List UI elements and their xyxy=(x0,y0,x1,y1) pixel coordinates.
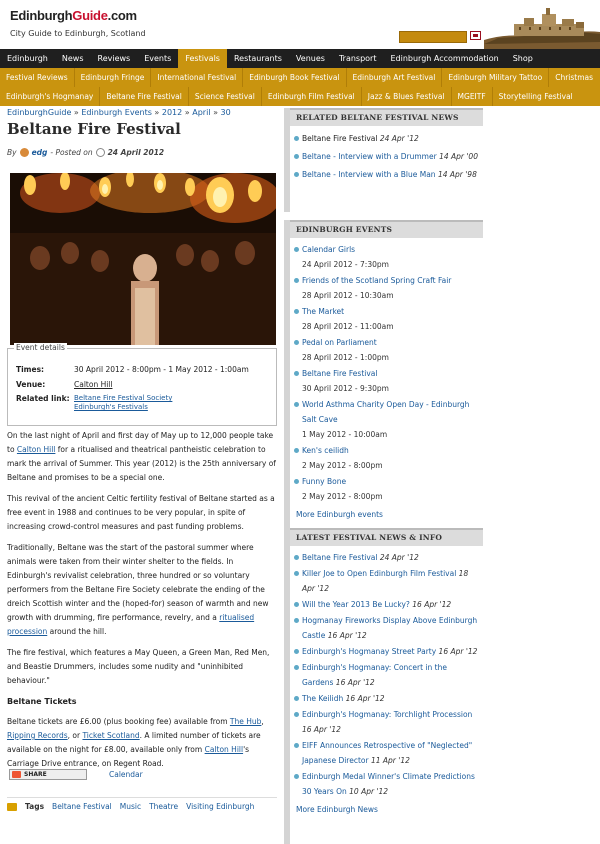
latest-news-link[interactable]: Hogmanay Fireworks Display Above Edinburgh Castle xyxy=(302,616,478,640)
main-content xyxy=(7,108,277,811)
subnav-row-1 xyxy=(0,68,600,87)
castle-illustration xyxy=(484,4,600,49)
calendar-link[interactable]: Calendar xyxy=(109,770,143,779)
related-news-link[interactable]: Beltane - Interview with a Blue Man xyxy=(302,170,436,179)
beltane-photo xyxy=(10,173,276,345)
logo-text-com: .com xyxy=(107,8,137,23)
latest-news-item xyxy=(302,613,479,643)
latest-news-heading: LATEST FESTIVAL NEWS & INFO xyxy=(290,528,483,546)
news-date: 14 Apr '00 xyxy=(439,152,478,161)
latest-news-link[interactable]: EIFF Announces Retrospective of "Neglected" Japanese Director xyxy=(302,741,473,765)
tickets-heading: Beltane Tickets xyxy=(7,697,77,706)
event-date: 2 May 2012 - 8:00pm xyxy=(302,461,383,470)
event-date: 1 May 2012 - 10:00am xyxy=(302,430,388,439)
ripping-records-link[interactable]: Ripping Records xyxy=(7,731,68,740)
event-date: 2 May 2012 - 8:00pm xyxy=(302,492,383,501)
tags-row xyxy=(7,797,277,811)
search-button[interactable] xyxy=(470,31,481,40)
event-venue-link[interactable]: Calton Hill xyxy=(74,380,113,389)
subnav-item-science-festival[interactable]: Science Festival xyxy=(189,87,262,106)
paragraph-text: On the last night of April and first day of May up to 12,000 people take to xyxy=(7,431,274,454)
byline-posted-on: - Posted on xyxy=(50,148,93,157)
event-item xyxy=(302,397,479,442)
page-title: Beltane Fire Festival xyxy=(7,120,181,138)
news-date: 16 Apr '12 xyxy=(302,725,341,734)
latest-news-item xyxy=(302,769,479,799)
latest-news-link[interactable]: Killer Joe to Open Edinburgh Film Festival xyxy=(302,569,457,578)
event-related-label: Related link: xyxy=(16,394,70,403)
site-tagline: City Guide to Edinburgh, Scotland xyxy=(10,29,146,38)
tags-label: Tags xyxy=(25,802,45,811)
event-item xyxy=(302,242,479,272)
news-date: 16 Apr '12 xyxy=(412,600,452,609)
nav-item-shop[interactable]: Shop xyxy=(512,54,533,63)
news-date: 16 Apr '12 xyxy=(327,631,367,640)
event-date: 30 April 2012 - 9:30pm xyxy=(302,384,389,393)
nav-item-news[interactable]: News xyxy=(61,54,84,63)
breadcrumb xyxy=(7,108,277,117)
latest-news-item xyxy=(302,550,479,565)
latest-news-link[interactable]: Edinburgh Medal Winner's Climate Predictions 30 Years On xyxy=(302,772,475,796)
event-item xyxy=(302,304,479,334)
share-button[interactable]: SHARE xyxy=(9,769,87,780)
news-date: 18 Apr '12 xyxy=(302,569,469,593)
related-news-link[interactable]: Beltane Fire Festival xyxy=(302,134,378,143)
related-news-link[interactable]: Beltane - Interview with a Drummer xyxy=(302,152,437,161)
event-venue-row xyxy=(16,380,112,389)
related-news-heading: RELATED BELTANE FESTIVAL NEWS xyxy=(290,108,483,126)
paragraph-text: , xyxy=(261,717,264,726)
subnav-item-edinburgh-fringe[interactable]: Edinburgh Fringe xyxy=(75,68,152,87)
byline-by: By xyxy=(7,148,17,157)
tag-icon xyxy=(7,803,17,811)
event-link[interactable]: Funny Bone xyxy=(302,477,347,486)
event-link[interactable]: Friends of the Scotland Spring Craft Fair xyxy=(302,276,452,285)
article-paragraph xyxy=(7,715,277,771)
paragraph-text: Beltane tickets are £6.00 (plus booking fee) available from xyxy=(7,717,230,726)
author-link[interactable]: edg xyxy=(31,148,48,157)
subnav-item-christmas[interactable]: Christmas xyxy=(555,73,594,82)
latest-news-item xyxy=(302,597,479,612)
breadcrumb-events[interactable]: Edinburgh Events xyxy=(81,108,152,117)
latest-news-item xyxy=(302,738,479,768)
logo-text-edinburgh: Edinburgh xyxy=(10,8,73,23)
subnav-item-jazz-blues[interactable]: Jazz & Blues Festival xyxy=(362,87,452,106)
paragraph-text: , or xyxy=(67,731,83,740)
paragraph-text: . A limited number of tickets are available on the night for £8.00, available only from xyxy=(7,731,261,754)
calton-hill-link[interactable]: Calton Hill xyxy=(204,745,244,754)
latest-news-item xyxy=(302,660,479,690)
news-date: 11 Apr '12 xyxy=(370,756,410,765)
subnav-item-hogmanay[interactable]: Edinburgh's Hogmanay xyxy=(0,87,100,106)
article-paragraph: This revival of the ancient Celtic fertility festival of Beltane started as a free event in 1988 and continues to be very popular, in spite of increasing crowd-control measures and past funding problems. xyxy=(7,494,275,531)
latest-news-item xyxy=(302,707,479,737)
event-link[interactable]: Beltane Fire Festival xyxy=(302,369,378,378)
event-related-row xyxy=(16,394,172,412)
breadcrumb-separator: » xyxy=(73,108,79,117)
event-venue-label: Venue: xyxy=(16,380,46,389)
tag-link[interactable]: Theatre xyxy=(149,802,179,811)
latest-news-item xyxy=(302,566,479,596)
event-date: 24 April 2012 - 7:30pm xyxy=(302,260,389,269)
event-date: 28 April 2012 - 10:30am xyxy=(302,291,394,300)
share-row xyxy=(9,769,143,780)
tag-link[interactable]: Beltane Festival xyxy=(52,802,112,811)
latest-news-link[interactable]: The Keilidh xyxy=(302,694,344,703)
event-details-box xyxy=(7,343,277,426)
event-item xyxy=(302,366,479,396)
breadcrumb-separator: » xyxy=(184,108,190,117)
subnav-item-art-festival[interactable]: Edinburgh Art Festival xyxy=(347,68,443,87)
related-news-item xyxy=(302,167,479,182)
related-news-item xyxy=(302,149,479,164)
more-news-link[interactable]: More Edinburgh News xyxy=(296,805,378,814)
latest-news-link[interactable]: Will the Year 2013 Be Lucky? xyxy=(302,600,410,609)
clock-icon xyxy=(96,148,105,157)
latest-news-link[interactable]: Beltane Fire Festival xyxy=(302,553,378,562)
article-paragraph xyxy=(7,429,277,485)
byline xyxy=(7,148,277,157)
event-item xyxy=(302,335,479,365)
news-date: 16 Apr '12 xyxy=(335,678,375,687)
breadcrumb-month[interactable]: April xyxy=(192,108,211,117)
article-body xyxy=(7,429,277,778)
event-date: 28 April 2012 - 1:00pm xyxy=(302,353,389,362)
paragraph-text: for a ritualised and theatrical pantheistic celebration to mark the arrival of Summer. This year (2012) is the 25th anniversary of Beltane and promises to be a special one. xyxy=(7,445,276,482)
breadcrumb-separator: » xyxy=(213,108,218,117)
nav-item-venues[interactable]: Venues xyxy=(295,54,325,63)
nav-item-reviews[interactable]: Reviews xyxy=(97,54,131,63)
latest-news-link[interactable]: Edinburgh's Hogmanay Street Party xyxy=(302,647,437,656)
subnav-item-beltane[interactable]: Beltane Fire Festival xyxy=(100,87,188,106)
ticket-scotland-link[interactable]: Ticket Scotland xyxy=(82,731,140,740)
paragraph-text: Traditionally, Beltane was the start of the pastoral summer where animals were taken from their winter shelter to the fields. In Edinburgh's revivalist celebration, three hundred or so voluntary performers from the Beltane Fire Society celebrate the ending of the dreich Scottish winter and the (hoped-for) season of warmth and new growth with drumming, fire performance, revelry, and a xyxy=(7,543,269,622)
subnav-item-military-tattoo[interactable]: Edinburgh Military Tattoo xyxy=(442,68,549,87)
site-logo[interactable] xyxy=(10,8,137,23)
subnav-item-mgeitf[interactable]: MGEITF xyxy=(452,87,493,106)
related-news-box xyxy=(284,108,483,212)
subnav-item-book-festival[interactable]: Edinburgh Book Festival xyxy=(243,68,346,87)
news-date: 14 Apr '98 xyxy=(437,170,477,179)
news-date: 10 Apr '12 xyxy=(349,787,389,796)
event-link[interactable]: Calendar Girls xyxy=(302,245,356,254)
event-link[interactable]: Pedal on Parliament xyxy=(302,338,377,347)
article-paragraph: The fire festival, which features a May Queen, a Green Man, Red Men, and Beastie Drummers, includes some nudity and "uninhibited behaviour." xyxy=(7,648,270,685)
related-link-beltane-society[interactable]: Beltane Fire Festival Society xyxy=(74,394,173,402)
the-hub-link[interactable]: The Hub xyxy=(229,717,262,726)
logo-text-guide: Guide xyxy=(72,8,108,23)
nav-item-events[interactable]: Events xyxy=(144,54,172,63)
related-link-edinburgh-festivals[interactable]: Edinburgh's Festivals xyxy=(74,403,148,411)
event-times-value: 30 April 2012 - 8:00pm - 1 May 2012 - 1:00am xyxy=(74,365,249,374)
news-date: 16 Apr '12 xyxy=(345,694,385,703)
news-date: 24 Apr '12 xyxy=(379,553,419,562)
event-date: 28 April 2012 - 11:00am xyxy=(302,322,394,331)
related-news-item xyxy=(302,131,479,146)
subnav-item-festival-reviews[interactable]: Festival Reviews xyxy=(0,68,75,87)
breadcrumb-day[interactable]: 30 xyxy=(220,108,231,117)
nav-item-festivals[interactable]: Festivals xyxy=(178,49,227,68)
calton-hill-link[interactable]: Calton Hill xyxy=(16,445,56,454)
post-date: 24 April 2012 xyxy=(107,148,165,157)
article-paragraph xyxy=(7,541,277,639)
nav-item-edinburgh[interactable]: Edinburgh xyxy=(7,54,48,63)
tag-link[interactable]: Visiting Edinburgh xyxy=(186,802,255,811)
latest-news-box xyxy=(284,528,483,844)
event-link[interactable]: The Market xyxy=(302,307,345,316)
more-events-link[interactable]: More Edinburgh events xyxy=(296,510,383,519)
nav-item-restaurants[interactable]: Restaurants xyxy=(233,54,282,63)
edinburgh-events-heading: EDINBURGH EVENTS xyxy=(290,220,483,238)
event-item xyxy=(302,474,479,504)
event-times-row xyxy=(16,365,249,374)
latest-news-link[interactable]: Edinburgh's Hogmanay: Concert in the Gardens xyxy=(302,663,447,687)
subnav-item-international-festival[interactable]: International Festival xyxy=(151,68,243,87)
event-link[interactable]: World Asthma Charity Open Day - Edinburgh Salt Cave xyxy=(302,400,470,424)
news-date: 16 Apr '12 xyxy=(438,647,478,656)
event-item xyxy=(302,443,479,473)
event-details-legend: Event details xyxy=(16,343,65,352)
latest-news-item xyxy=(302,691,479,706)
user-icon xyxy=(20,148,29,157)
paragraph-text: 's Carriage Drive entrance, on Regent Road. xyxy=(7,745,250,768)
latest-news-link[interactable]: Edinburgh's Hogmanay: Torchlight Procession xyxy=(302,710,473,719)
event-link[interactable]: Ken's ceilidh xyxy=(302,446,349,455)
subnav-row-2 xyxy=(0,87,600,106)
breadcrumb-year[interactable]: 2012 xyxy=(161,108,183,117)
main-nav xyxy=(0,49,600,68)
subnav-item-storytelling[interactable]: Storytelling Festival xyxy=(498,92,573,101)
nav-item-transport[interactable]: Transport xyxy=(338,54,377,63)
subnav-item-film-festival[interactable]: Edinburgh Film Festival xyxy=(262,87,362,106)
ritualised-procession-link[interactable]: ritualised procession xyxy=(7,613,255,636)
tag-link[interactable]: Music xyxy=(119,802,142,811)
paragraph-text: around the hill. xyxy=(47,627,107,636)
breadcrumb-home[interactable]: EdinburghGuide xyxy=(7,108,72,117)
festivals-subnav xyxy=(0,68,600,106)
site-header xyxy=(0,0,600,49)
breadcrumb-separator: » xyxy=(154,108,160,117)
nav-item-accommodation[interactable]: Edinburgh Accommodation xyxy=(390,54,499,63)
news-date: 24 Apr '12 xyxy=(379,134,419,143)
event-times-label: Times: xyxy=(16,365,45,374)
search-input[interactable] xyxy=(399,31,467,43)
latest-news-item xyxy=(302,644,479,659)
event-item xyxy=(302,273,479,303)
